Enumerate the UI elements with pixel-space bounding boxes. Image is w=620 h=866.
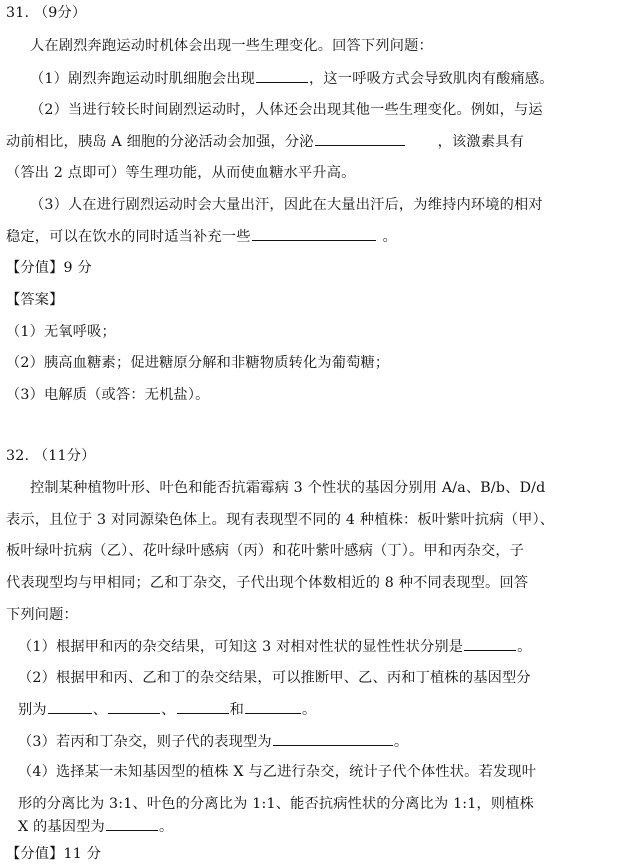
answer-blank [48,699,92,714]
q31-answer-label: 【答案】 [6,292,64,308]
q32-intro-line4: 代表现型均与甲相同；乙和丁杂交，子代出现个体数相近的 8 种不同表现型。回答 [6,575,529,591]
q32-part1-text-b: 。 [517,639,532,655]
q31-answer-2: （2）胰高血糖素；促进糖原分解和非糖物质转化为葡萄糖； [6,355,390,371]
q32-part4-line3 [0,816,620,837]
q32-intro-line5: 下列问题： [6,607,78,623]
q32-score: 【分值】11 分 [6,846,102,862]
q31-part1-text-b: ，这一呼吸方式会导致肌肉有酸痛感。 [309,71,554,87]
answer-blank [245,699,301,714]
q31-intro: 人在剧烈奔跑运动时机体会出现一些生理变化。回答下列问题： [30,38,433,54]
q32-part2-sep2: 、 [161,702,176,718]
q32-part2-sep3: 和 [229,702,244,718]
q32-part2-end: 。 [301,702,317,718]
q32-header: 32. （11分） [6,448,96,464]
answer-blank [252,226,376,241]
q32-part3-text-a: （3）若丙和丁杂交，则子代的表现型为 [18,734,272,750]
q32-part1 [0,636,620,657]
q31-part3-line1: （3）人在进行剧烈运动时会大量出汗，因此在大量出汗后，为维持内环境的相对 [30,197,543,213]
q32-part2-line1: （2）根据甲和丙、乙和丁的杂交结果，可以推断甲、乙、丙和丁植株的基因型分 [18,670,531,686]
answer-blank [256,68,308,83]
q32-part2-text-a: 别为 [18,702,47,718]
answer-blank [108,699,160,714]
q31-part2-text-b: ，该激素具有 [437,134,524,150]
answer-blank [315,131,405,146]
q31-score: 【分值】9 分 [6,260,92,276]
q32-intro-line2: 表示，且位于 3 对同源染色体上。现有表现型不同的 4 种植株：板叶紫叶抗病（甲）、 [6,512,555,528]
q31-answer-3: （3）电解质（或答：无机盐）。 [6,387,210,403]
q31-part3-text-a: 稳定，可以在饮水的同时适当补充一些 [6,229,251,245]
q31-part1 [0,68,620,89]
q31-header: 31. （9分） [6,5,87,21]
q32-part4-line2: 形的分离比为 3:1、叶色的分离比为 1:1、能否抗病性状的分离比为 1:1，则植株 [18,796,535,812]
q31-part2-text-a: 动前相比，胰岛 A 细胞的分泌活动会加强，分泌 [6,134,314,150]
q31-part1-text-a: （1）剧烈奔跑运动时肌细胞会出现 [30,71,256,87]
q32-part4-line1: （4）选择某一未知基因型的植株 X 与乙进行杂交，统计子代个体性状。若发现叶 [18,764,537,780]
q31-answer-1: （1）无氧呼吸； [6,324,116,340]
q32-part1-text-a: （1）根据甲和丙的杂交结果，可知这 3 对相对性状的显性性状分别是 [18,639,464,655]
answer-blank [177,699,229,714]
q31-part3-line2 [0,226,620,247]
q31-part2-line3: （答出 2 点即可）等生理功能，从而使血糖水平升高。 [6,165,356,181]
q32-intro-line3: 板叶绿叶抗病（乙）、花叶绿叶感病（丙）和花叶紫叶感病（丁）。甲和丙杂交，子 [6,543,525,559]
q32-part4-text-a: X 的基因型为 [18,819,105,835]
q31-part3-text-b: 。 [382,229,397,245]
q32-part2-line2 [0,699,620,720]
q32-part4-text-b: 。 [158,819,174,835]
answer-blank [273,731,393,746]
q32-part3 [0,731,620,752]
answer-blank [464,636,516,651]
q32-part2-sep1: 、 [92,702,108,718]
q31-part2-line2 [0,131,620,152]
q32-intro-line1: 控制某种植物叶形、叶色和能否抗霜霉病 3 个性状的基因分别用 A/a、B/b、D/d [30,480,546,496]
answer-blank [106,816,158,831]
q31-part2-line1: （2）当进行较长时间剧烈运动时，人体还会出现其他一些生理变化。例如，与运 [30,102,543,118]
q32-part3-text-b: 。 [393,734,409,750]
